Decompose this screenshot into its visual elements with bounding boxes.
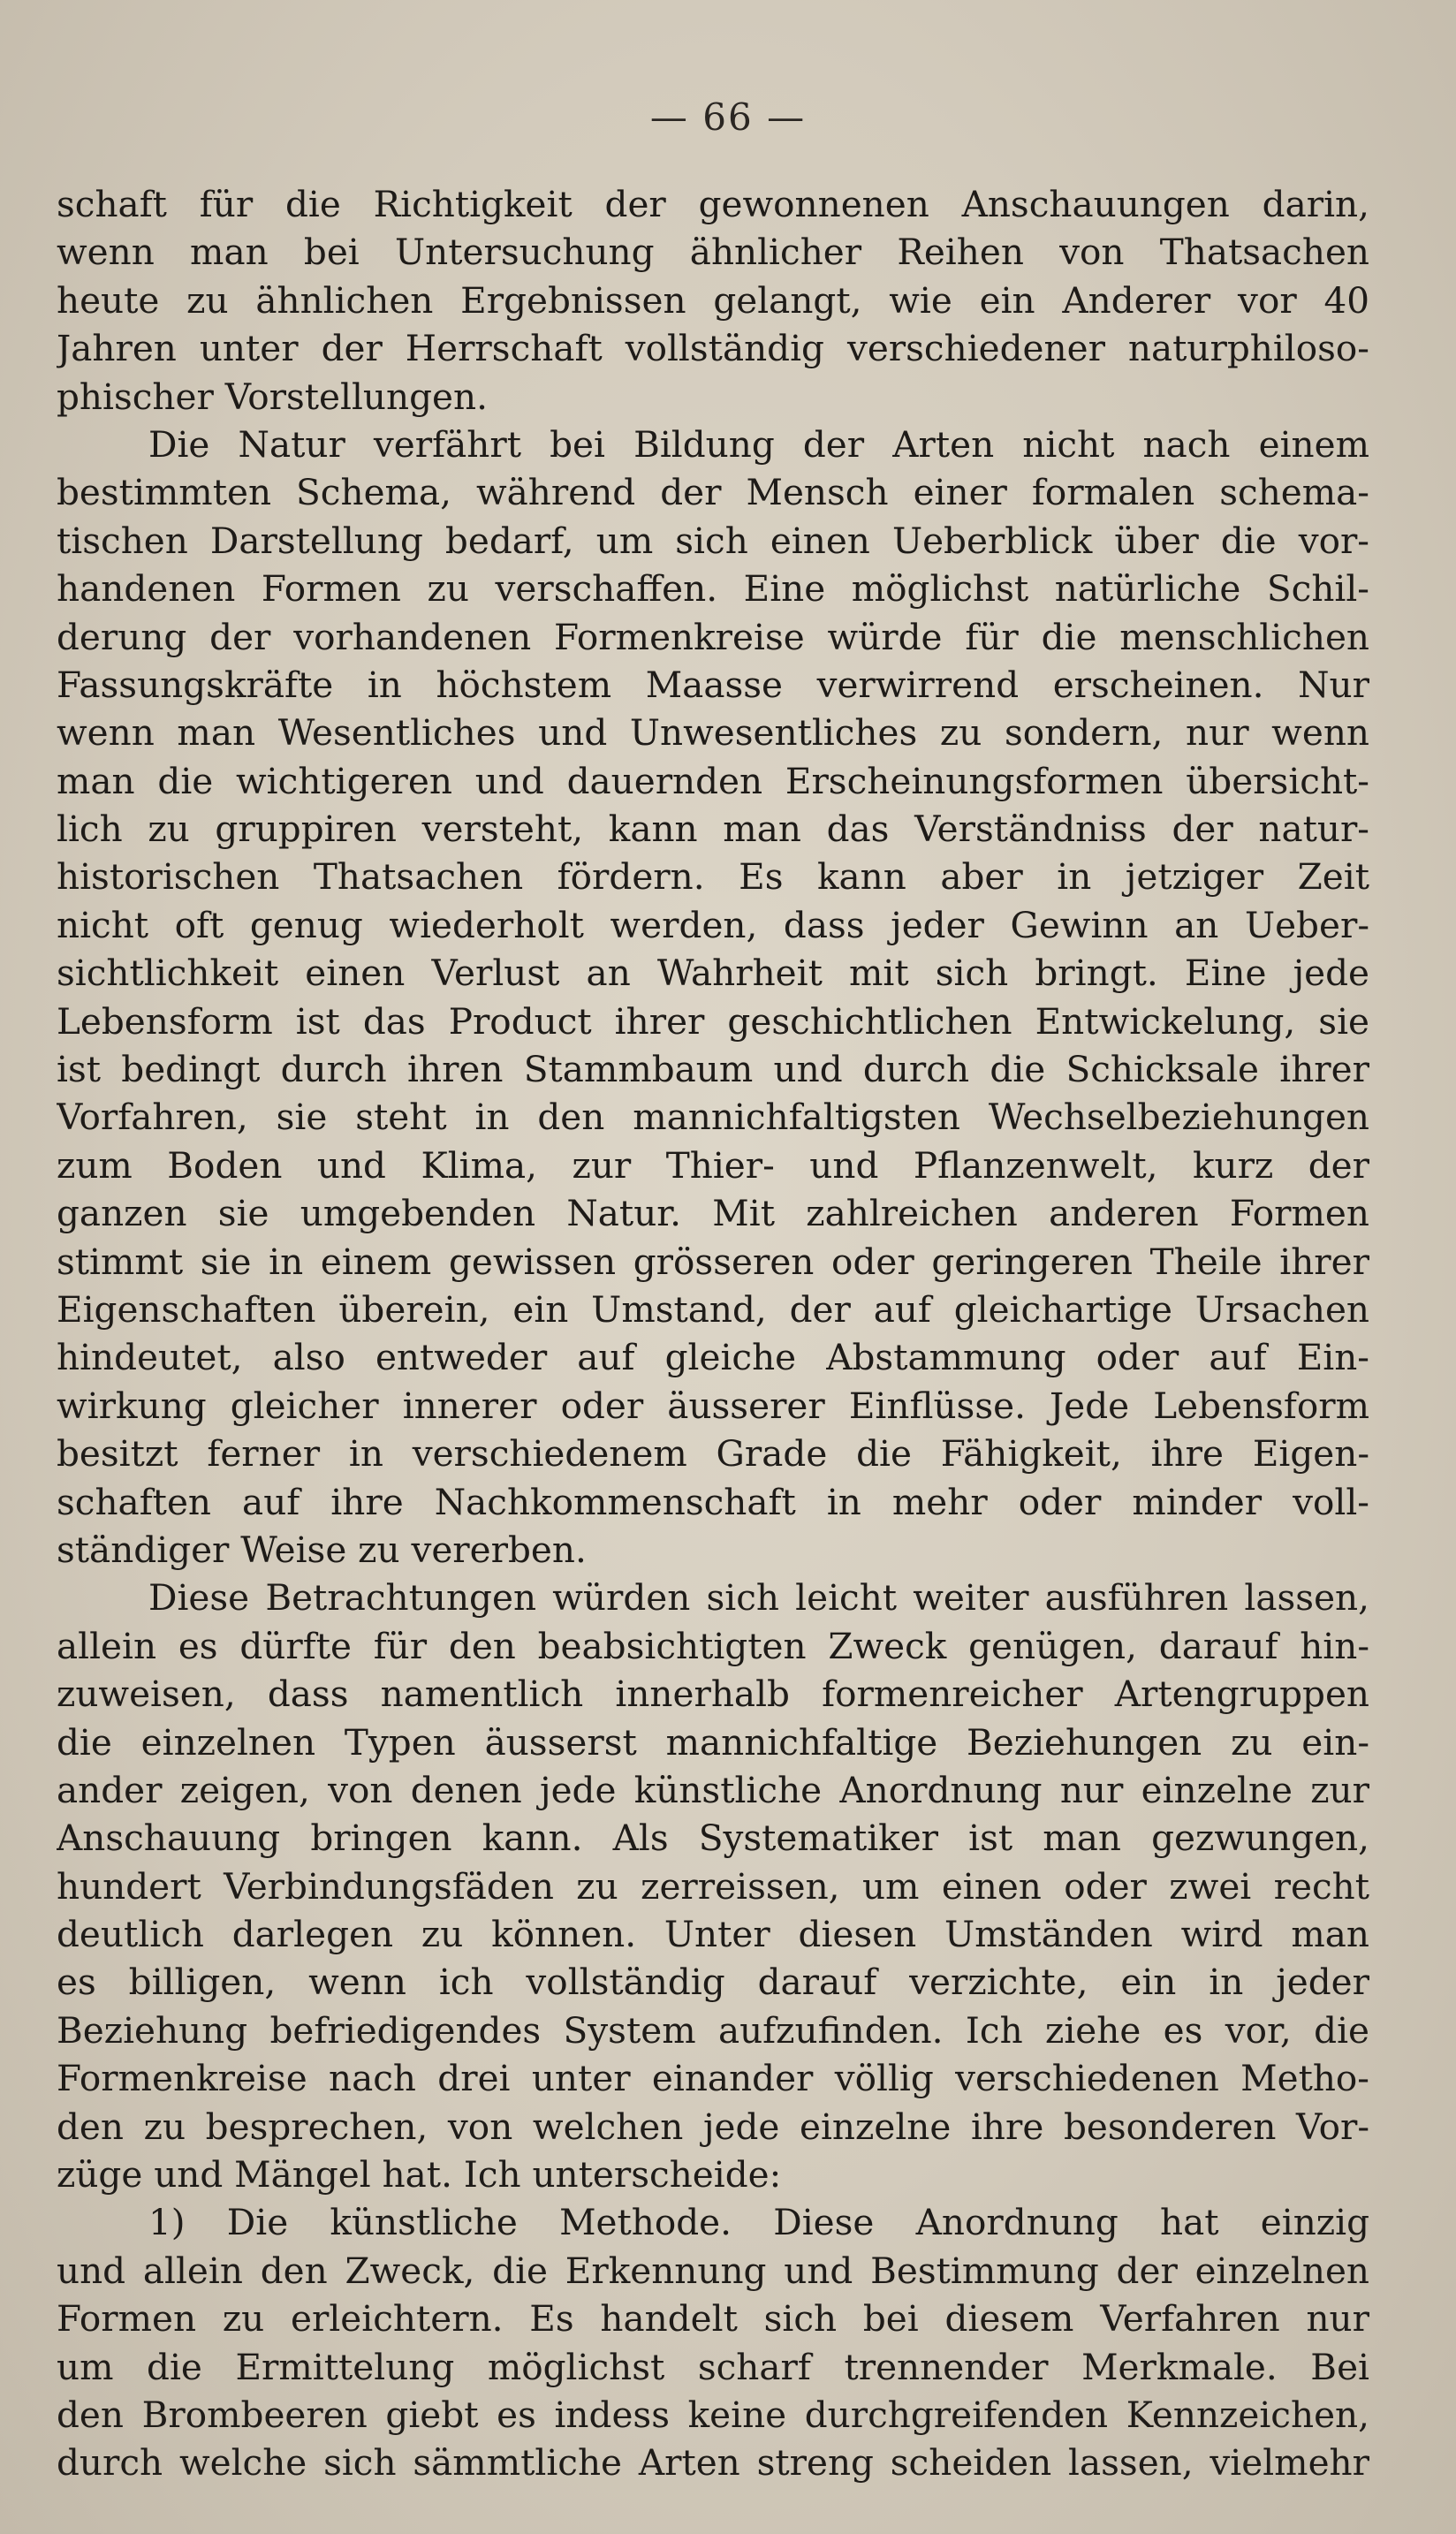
text-line: die einzelnen Typen äusserst mannichfaltige Beziehungen zu ein- xyxy=(57,1720,1369,1764)
text-line: Formenkreise nach drei unter einander völlig verschiedenen Metho- xyxy=(57,2057,1369,2100)
text-line: schaften auf ihre Nachkommenschaft in mehr oder minder voll- xyxy=(57,1480,1369,1523)
text-line: ander zeigen, von denen jede künstliche Anordnung nur einzelne zur xyxy=(57,1768,1369,1811)
text-line: es billigen, wenn ich vollständig darauf verzichte, ein in jeder xyxy=(57,1961,1369,2004)
text-line: Diese Betrachtungen würden sich leicht weiter ausführen lassen, xyxy=(148,1576,1369,1620)
text-line: allein es dürfte für den beabsichtigten Zweck genügen, darauf hin- xyxy=(57,1624,1369,1667)
text-line: heute zu ähnlichen Ergebnissen gelangt, wie ein Anderer vor 40 xyxy=(57,278,1369,322)
text-line: ist bedingt durch ihren Stammbaum und durch die Schicksale ihrer xyxy=(57,1048,1369,1091)
text-line: durch welche sich sämmtliche Arten streng scheiden lassen, vielmehr xyxy=(57,2441,1369,2485)
text-line: man die wichtigeren und dauernden Erscheinungsformen übersicht- xyxy=(57,759,1369,802)
text-line: hundert Verbindungsfäden zu zerreissen, um einen oder zwei recht xyxy=(57,1864,1369,1908)
text-line: Jahren unter der Herrschaft vollständig verschiedener naturphiloso- xyxy=(57,327,1369,370)
text-line: ganzen sie umgebenden Natur. Mit zahlreichen anderen Formen xyxy=(57,1192,1369,1235)
text-line: bestimmten Schema, während der Mensch einer formalen schema- xyxy=(57,471,1369,514)
text-line: wenn man bei Untersuchung ähnlicher Reihen von Thatsachen xyxy=(57,231,1369,274)
text-line: lich zu gruppiren versteht, kann man das Verständniss der natur- xyxy=(57,808,1369,851)
text-line: Formen zu erleichtern. Es handelt sich bei diesem Verfahren nur xyxy=(57,2297,1369,2341)
text-line: wenn man Wesentliches und Unwesentliches zu sondern, nur wenn xyxy=(57,711,1369,755)
text-line: phischer Vorstellungen. xyxy=(57,375,488,418)
body-text xyxy=(57,180,1369,2487)
text-line: wirkung gleicher innerer oder äusserer Einflüsse. Jede Lebensform xyxy=(57,1384,1369,1427)
text-line: hindeutet, also entweder auf gleiche Abstammung oder auf Ein- xyxy=(57,1336,1369,1379)
text-line: historischen Thatsachen fördern. Es kann aber in jetziger Zeit xyxy=(57,855,1369,899)
text-line: schaft für die Richtigkeit der gewonnenen Anschauungen darin, xyxy=(57,183,1369,225)
text-line: zum Boden und Klima, zur Thier- und Pflanzenwelt, kurz der xyxy=(57,1143,1369,1187)
text-line: den zu besprechen, von welchen jede einzelne ihre besonderen Vor- xyxy=(57,2105,1369,2148)
text-line: ständiger Weise zu vererben. xyxy=(57,1528,587,1571)
text-line: Anschauung bringen kann. Als Systematiker ist man gezwungen, xyxy=(57,1817,1369,1860)
text-line: züge und Mängel hat. Ich unterscheide: xyxy=(57,2153,782,2196)
text-line: tischen Darstellung bedarf, um sich einen Ueberblick über die vor- xyxy=(57,519,1369,562)
page-number: — 66 — xyxy=(649,95,807,139)
text-line: Vorfahren, sie steht in den mannichfaltigsten Wechselbeziehungen xyxy=(57,1096,1369,1139)
text-line: deutlich darlegen zu können. Unter diesen Umständen wird man xyxy=(57,1913,1369,1956)
text-line: den Brombeeren giebt es indess keine durchgreifenden Kennzeichen, xyxy=(57,2393,1369,2436)
text-line: besitzt ferner in verschiedenem Grade die Fähigkeit, ihre Eigen- xyxy=(57,1432,1369,1476)
text-line: handenen Formen zu verschaffen. Eine möglichst natürliche Schil- xyxy=(57,567,1369,611)
text-line: um die Ermittelung möglichst scharf trennender Merkmale. Bei xyxy=(57,2345,1369,2388)
text-line: derung der vorhandenen Formenkreise würde für die menschlichen xyxy=(57,615,1369,658)
text-line: nicht oft genug wiederholt werden, dass jeder Gewinn an Ueber- xyxy=(57,903,1369,946)
text-line: Lebensform ist das Product ihrer geschichtlichen Entwickelung, sie xyxy=(57,999,1369,1043)
text-line: sichtlichkeit einen Verlust an Wahrheit mit sich bringt. Eine jede xyxy=(57,952,1369,995)
text-line: 1) Die künstliche Methode. Diese Anordnung hat einzig xyxy=(148,2201,1369,2244)
text-line: Eigenschaften überein, ein Umstand, der auf gleichartige Ursachen xyxy=(57,1287,1369,1331)
text-line: Die Natur verfährt bei Bildung der Arten nicht nach einem xyxy=(148,422,1369,466)
text-line: Fassungskräfte in höchstem Maasse verwirrend erscheinen. Nur xyxy=(57,663,1369,706)
text-line: und allein den Zweck, die Erkennung und Bestimmung der einzelnen xyxy=(57,2249,1369,2292)
text-line: stimmt sie in einem gewissen grösseren oder geringeren Theile ihrer xyxy=(57,1240,1369,1283)
text-line: zuweisen, dass namentlich innerhalb formenreicher Artengruppen xyxy=(57,1673,1369,1716)
text-line: Beziehung befriedigendes System aufzufinden. Ich ziehe es vor, die xyxy=(57,2008,1369,2052)
